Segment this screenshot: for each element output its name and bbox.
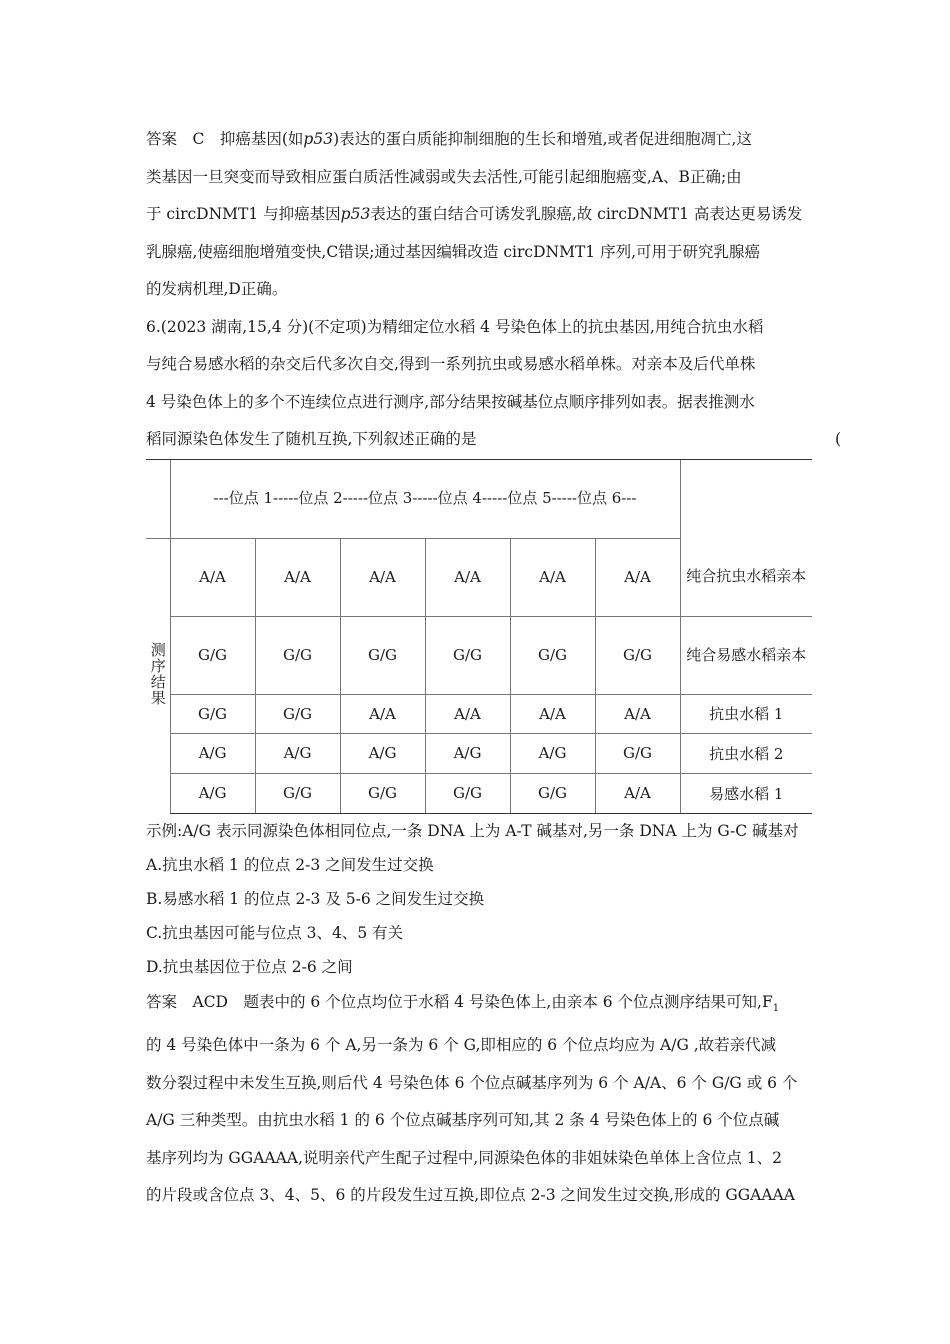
row-label-text: 纯合易感水稻亲本 bbox=[680, 616, 812, 694]
answer-5-line-1: 答案 C 抑癌基因(如p53)表达的蛋白质能抑制细胞的生长和增殖,或者促进细胞凋亡,这 bbox=[146, 130, 752, 148]
question-6-line-4: 稻同源染色体发生了随机互换,下列叙述正确的是 ( bbox=[146, 421, 811, 459]
table-example-note: 示例:A/G 表示同源染色体相同位点,一条 DNA 上为 A-T 碱基对,另一条 DNA 上为 G-C 碱基对 bbox=[146, 821, 799, 840]
answer-6-block bbox=[146, 984, 811, 1215]
table-cell: G/G bbox=[340, 616, 425, 694]
table-cell: A/G bbox=[340, 733, 425, 773]
answer-5-line-3: 于 circDNMT1 与抑癌基因p53表达的蛋白结合可诱发乳腺癌,故 circDNMT1 高表达更易诱发 bbox=[146, 205, 803, 223]
answer-6-line-4: A/G 三种类型。由抗虫水稻 1 的 6 个位点碱基序列可知,其 2 条 4 号染色体上的 6 个位点碱 bbox=[146, 1111, 780, 1130]
question-6-stem bbox=[146, 309, 841, 459]
table-cell: A/G bbox=[170, 773, 255, 813]
table-row bbox=[146, 773, 812, 813]
question-6-line-1: 6.(2023 湖南,15,4 分)(不定项)为精细定位水稻 4 号染色体上的抗虫基因,用纯合抗虫水稻 bbox=[146, 317, 764, 336]
answer-6-line-5: 基序列均为 GGAAAA,说明亲代产生配子过程中,同源染色体的非姐妹染色单体上含位点 1、2 bbox=[146, 1148, 782, 1167]
table-cell: A/G bbox=[170, 733, 255, 773]
answer-6-line-2: 的 4 号染色体中一条为 6 个 A,另一条为 6 个 G,即相应的 6 个位点均应为 A/G ,故若亲代减 bbox=[146, 1036, 777, 1055]
option-c: C.抗虫基因可能与位点 3、4、5 有关 bbox=[146, 923, 404, 942]
answer-5-line-2: 类基因一旦突变而导致相应蛋白质活性减弱或失去活性,可能引起细胞癌变,A、B正确;由 bbox=[146, 167, 742, 186]
table-cell: G/G bbox=[170, 616, 255, 694]
table-cell: G/G bbox=[255, 616, 340, 694]
options-block bbox=[146, 814, 811, 984]
question-6-line-3: 4 号染色体上的多个不连续位点进行测序,部分结果按碱基位点顺序排列如表。据表推测水 bbox=[146, 392, 755, 411]
table-cell: G/G bbox=[510, 773, 595, 813]
gene-name-p53-2: p53 bbox=[340, 205, 371, 223]
table-cell: A/A bbox=[595, 773, 680, 813]
table-cell: A/A bbox=[595, 538, 680, 616]
answer-5-line-4: 乳腺癌,使癌细胞增殖变快,C错误;通过基因编辑改造 circDNMT1 序列,可用于研究乳腺癌 bbox=[146, 242, 761, 261]
table-cell: A/A bbox=[425, 538, 510, 616]
table-cell: G/G bbox=[255, 773, 340, 813]
sequencing-table bbox=[146, 459, 812, 814]
table-cell: G/G bbox=[595, 616, 680, 694]
row-label-text: 纯合抗虫水稻亲本 bbox=[680, 538, 812, 616]
table-cell: G/G bbox=[170, 694, 255, 733]
table-cell: G/G bbox=[255, 694, 340, 733]
subscript-1: 1 bbox=[772, 1002, 780, 1014]
answer-5-block bbox=[146, 121, 811, 309]
row-label-text: 抗虫水稻 1 bbox=[680, 694, 812, 733]
table-cell: A/G bbox=[510, 733, 595, 773]
table-header-row bbox=[146, 459, 812, 538]
gene-name-p53: p53 bbox=[303, 130, 334, 148]
answer-6-line-3: 数分裂过程中未发生互换,则后代 4 号染色体 6 个位点碱基序列为 6 个 A/A、6 个 G/G 或 6 个 bbox=[146, 1073, 798, 1092]
answer-5-line-5: 的发病机理,D正确。 bbox=[146, 280, 288, 298]
table-cell: A/A bbox=[510, 538, 595, 616]
table-row bbox=[146, 538, 812, 616]
option-d: D.抗虫基因位于位点 2-6 之间 bbox=[146, 957, 353, 976]
row-label-text: 易感水稻 1 bbox=[680, 773, 812, 813]
table-cell: A/A bbox=[170, 538, 255, 616]
table-cell: A/A bbox=[255, 538, 340, 616]
table-cell: A/A bbox=[340, 694, 425, 733]
row-label: 测序结果 bbox=[148, 641, 167, 706]
answer-paren: ( bbox=[834, 430, 841, 448]
table-row bbox=[146, 733, 812, 773]
table-cell: A/A bbox=[595, 694, 680, 733]
table-cell: A/A bbox=[510, 694, 595, 733]
table-row bbox=[146, 694, 812, 733]
row-label-text: 抗虫水稻 2 bbox=[680, 733, 812, 773]
table-cell: G/G bbox=[425, 616, 510, 694]
site-header: ---位点 1-----位点 2-----位点 3-----位点 4-----位点 5-----位点 6--- bbox=[170, 459, 680, 538]
table-cell: G/G bbox=[340, 773, 425, 813]
table-cell: A/G bbox=[255, 733, 340, 773]
table-cell: A/G bbox=[425, 733, 510, 773]
option-a: A.抗虫水稻 1 的位点 2-3 之间发生过交换 bbox=[146, 855, 434, 874]
table-row bbox=[146, 616, 812, 694]
question-6-line-2: 与纯合易感水稻的杂交后代多次自交,得到一系列抗虫或易感水稻单株。对亲本及后代单株 bbox=[146, 355, 756, 373]
table-cell: G/G bbox=[425, 773, 510, 813]
option-b: B.易感水稻 1 的位点 2-3 及 5-6 之间发生过交换 bbox=[146, 889, 485, 908]
answer-6-line-1: 答案 ACD 题表中的 6 个位点均位于水稻 4 号染色体上,由亲本 6 个位点测序结果可知$,F_1$ bbox=[146, 992, 780, 1014]
table-cell: G/G bbox=[595, 733, 680, 773]
table-cell: G/G bbox=[510, 616, 595, 694]
table-cell: A/A bbox=[425, 694, 510, 733]
document-page bbox=[146, 121, 841, 1215]
table-cell: A/A bbox=[340, 538, 425, 616]
answer-6-line-6: 的片段或含位点 3、4、5、6 的片段发生过互换,即位点 2-3 之间发生过交换,形成的 GGAAAA bbox=[146, 1186, 795, 1205]
row-label-cell bbox=[146, 538, 170, 813]
